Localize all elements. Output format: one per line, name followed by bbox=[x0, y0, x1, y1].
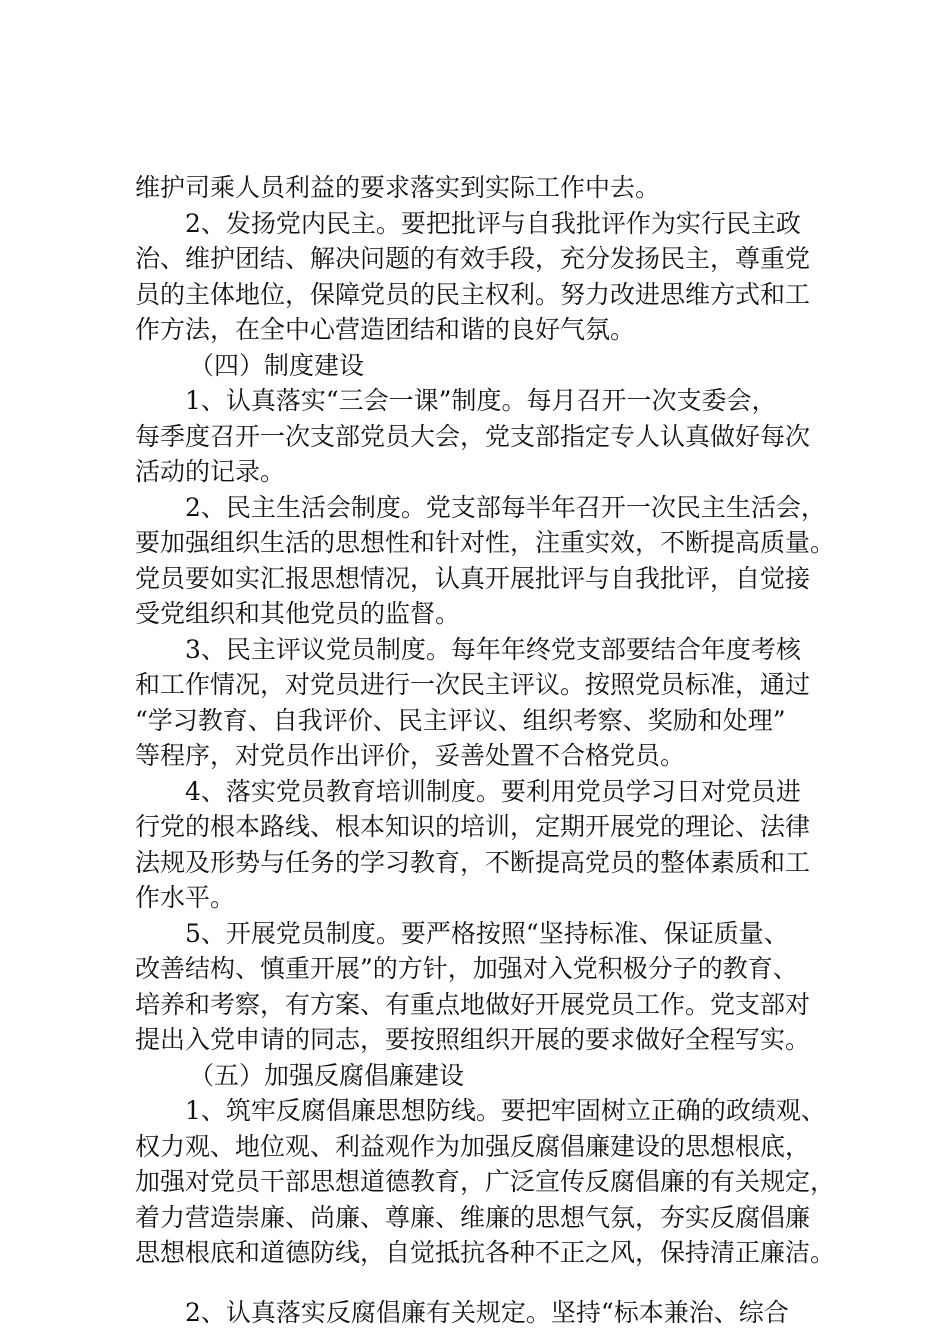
text-line: 受党组织和其他党员的监督。 bbox=[135, 599, 461, 628]
text-line: 活动的记录。 bbox=[135, 457, 286, 486]
text-line: 等程序，对党员作出评价，妥善处置不合格党员。 bbox=[135, 741, 686, 770]
text-line: 提出入党申请的同志，要按照组织开展的要求做好全程写实。 bbox=[135, 1025, 811, 1054]
text-line: “学习教育、自我评价、民主评议、组织考察、奖励和处理” bbox=[135, 705, 786, 735]
text-line: 作方法，在全中心营造团结和谐的良好气氛。 bbox=[135, 315, 636, 344]
text-line: 加强对党员干部思想道德教育，广泛宣传反腐倡廉的有关规定， bbox=[135, 1167, 836, 1196]
text-line: 着力营造崇廉、尚廉、尊廉、维廉的思想气氛，夯实反腐倡廉 bbox=[135, 1202, 811, 1232]
text-line: 每季度召开一次支部党员大会，党支部指定专人认真做好每次 bbox=[135, 421, 811, 451]
paragraph-start-line: 3、民主评议党员制度。每年年终党支部要结合年度考核 bbox=[185, 634, 801, 664]
section-heading: （四）制度建设 bbox=[189, 350, 365, 380]
text-line: 权力观、地位观、利益观作为加强反腐倡廉建设的思想根底， bbox=[135, 1131, 811, 1161]
text-line: 作水平。 bbox=[135, 883, 236, 912]
text-line: 和工作情况，对党员进行一次民主评议。按照党员标准，通过 bbox=[135, 670, 811, 699]
text-line: 治、维护团结、解决问题的有效手段，充分发扬民主，尊重党 bbox=[135, 244, 811, 273]
paragraph-start-line: 5、开展党员制度。要严格按照“坚持标准、保证质量、 bbox=[185, 918, 789, 948]
text-line: 行党的根本路线、根本知识的培训，定期开展党的理论、法律 bbox=[135, 812, 811, 841]
paragraph-start-line: 1、认真落实“三会一课”制度。每月召开一次支委会， bbox=[185, 386, 777, 415]
paragraph-start-line: 2、认真落实反腐倡廉有关规定。坚持“标本兼治、综合 bbox=[185, 1297, 789, 1327]
paragraph-start-line: 2、民主生活会制度。党支部每半年召开一次民主生活会， bbox=[185, 492, 826, 522]
text-line: 员的主体地位，保障党员的民主权利。努力改进思维方式和工 bbox=[135, 279, 811, 309]
text-line: 党员要如实汇报思想情况，认真开展批评与自我批评，自觉接 bbox=[135, 563, 811, 593]
text-line: 培养和考察，有方案、有重点地做好开展党员工作。党支部对 bbox=[135, 989, 811, 1019]
paragraph-start-line: 2、发扬党内民主。要把批评与自我批评作为实行民主政 bbox=[185, 208, 801, 238]
paragraph-start-line: 4、落实党员教育培训制度。要利用党员学习日对党员进 bbox=[185, 776, 801, 806]
text-line: 维护司乘人员利益的要求落实到实际工作中去。 bbox=[135, 173, 661, 202]
text-line: 改善结构、慎重开展”的方针，加强对入党积极分子的教育、 bbox=[135, 954, 798, 983]
text-line: 法规及形势与任务的学习教育，不断提高党员的整体素质和工 bbox=[135, 847, 811, 877]
section-heading: （五）加强反腐倡廉建设 bbox=[189, 1060, 465, 1090]
text-line: 要加强组织生活的思想性和针对性，注重实效，不断提高质量。 bbox=[135, 528, 836, 557]
text-line: 思想根底和道德防线，自觉抵抗各种不正之风，保持清正廉洁。 bbox=[135, 1238, 836, 1267]
document-body bbox=[135, 170, 835, 1330]
paragraph-start-line: 1、筑牢反腐倡廉思想防线。要把牢固树立正确的政绩观、 bbox=[185, 1096, 826, 1125]
